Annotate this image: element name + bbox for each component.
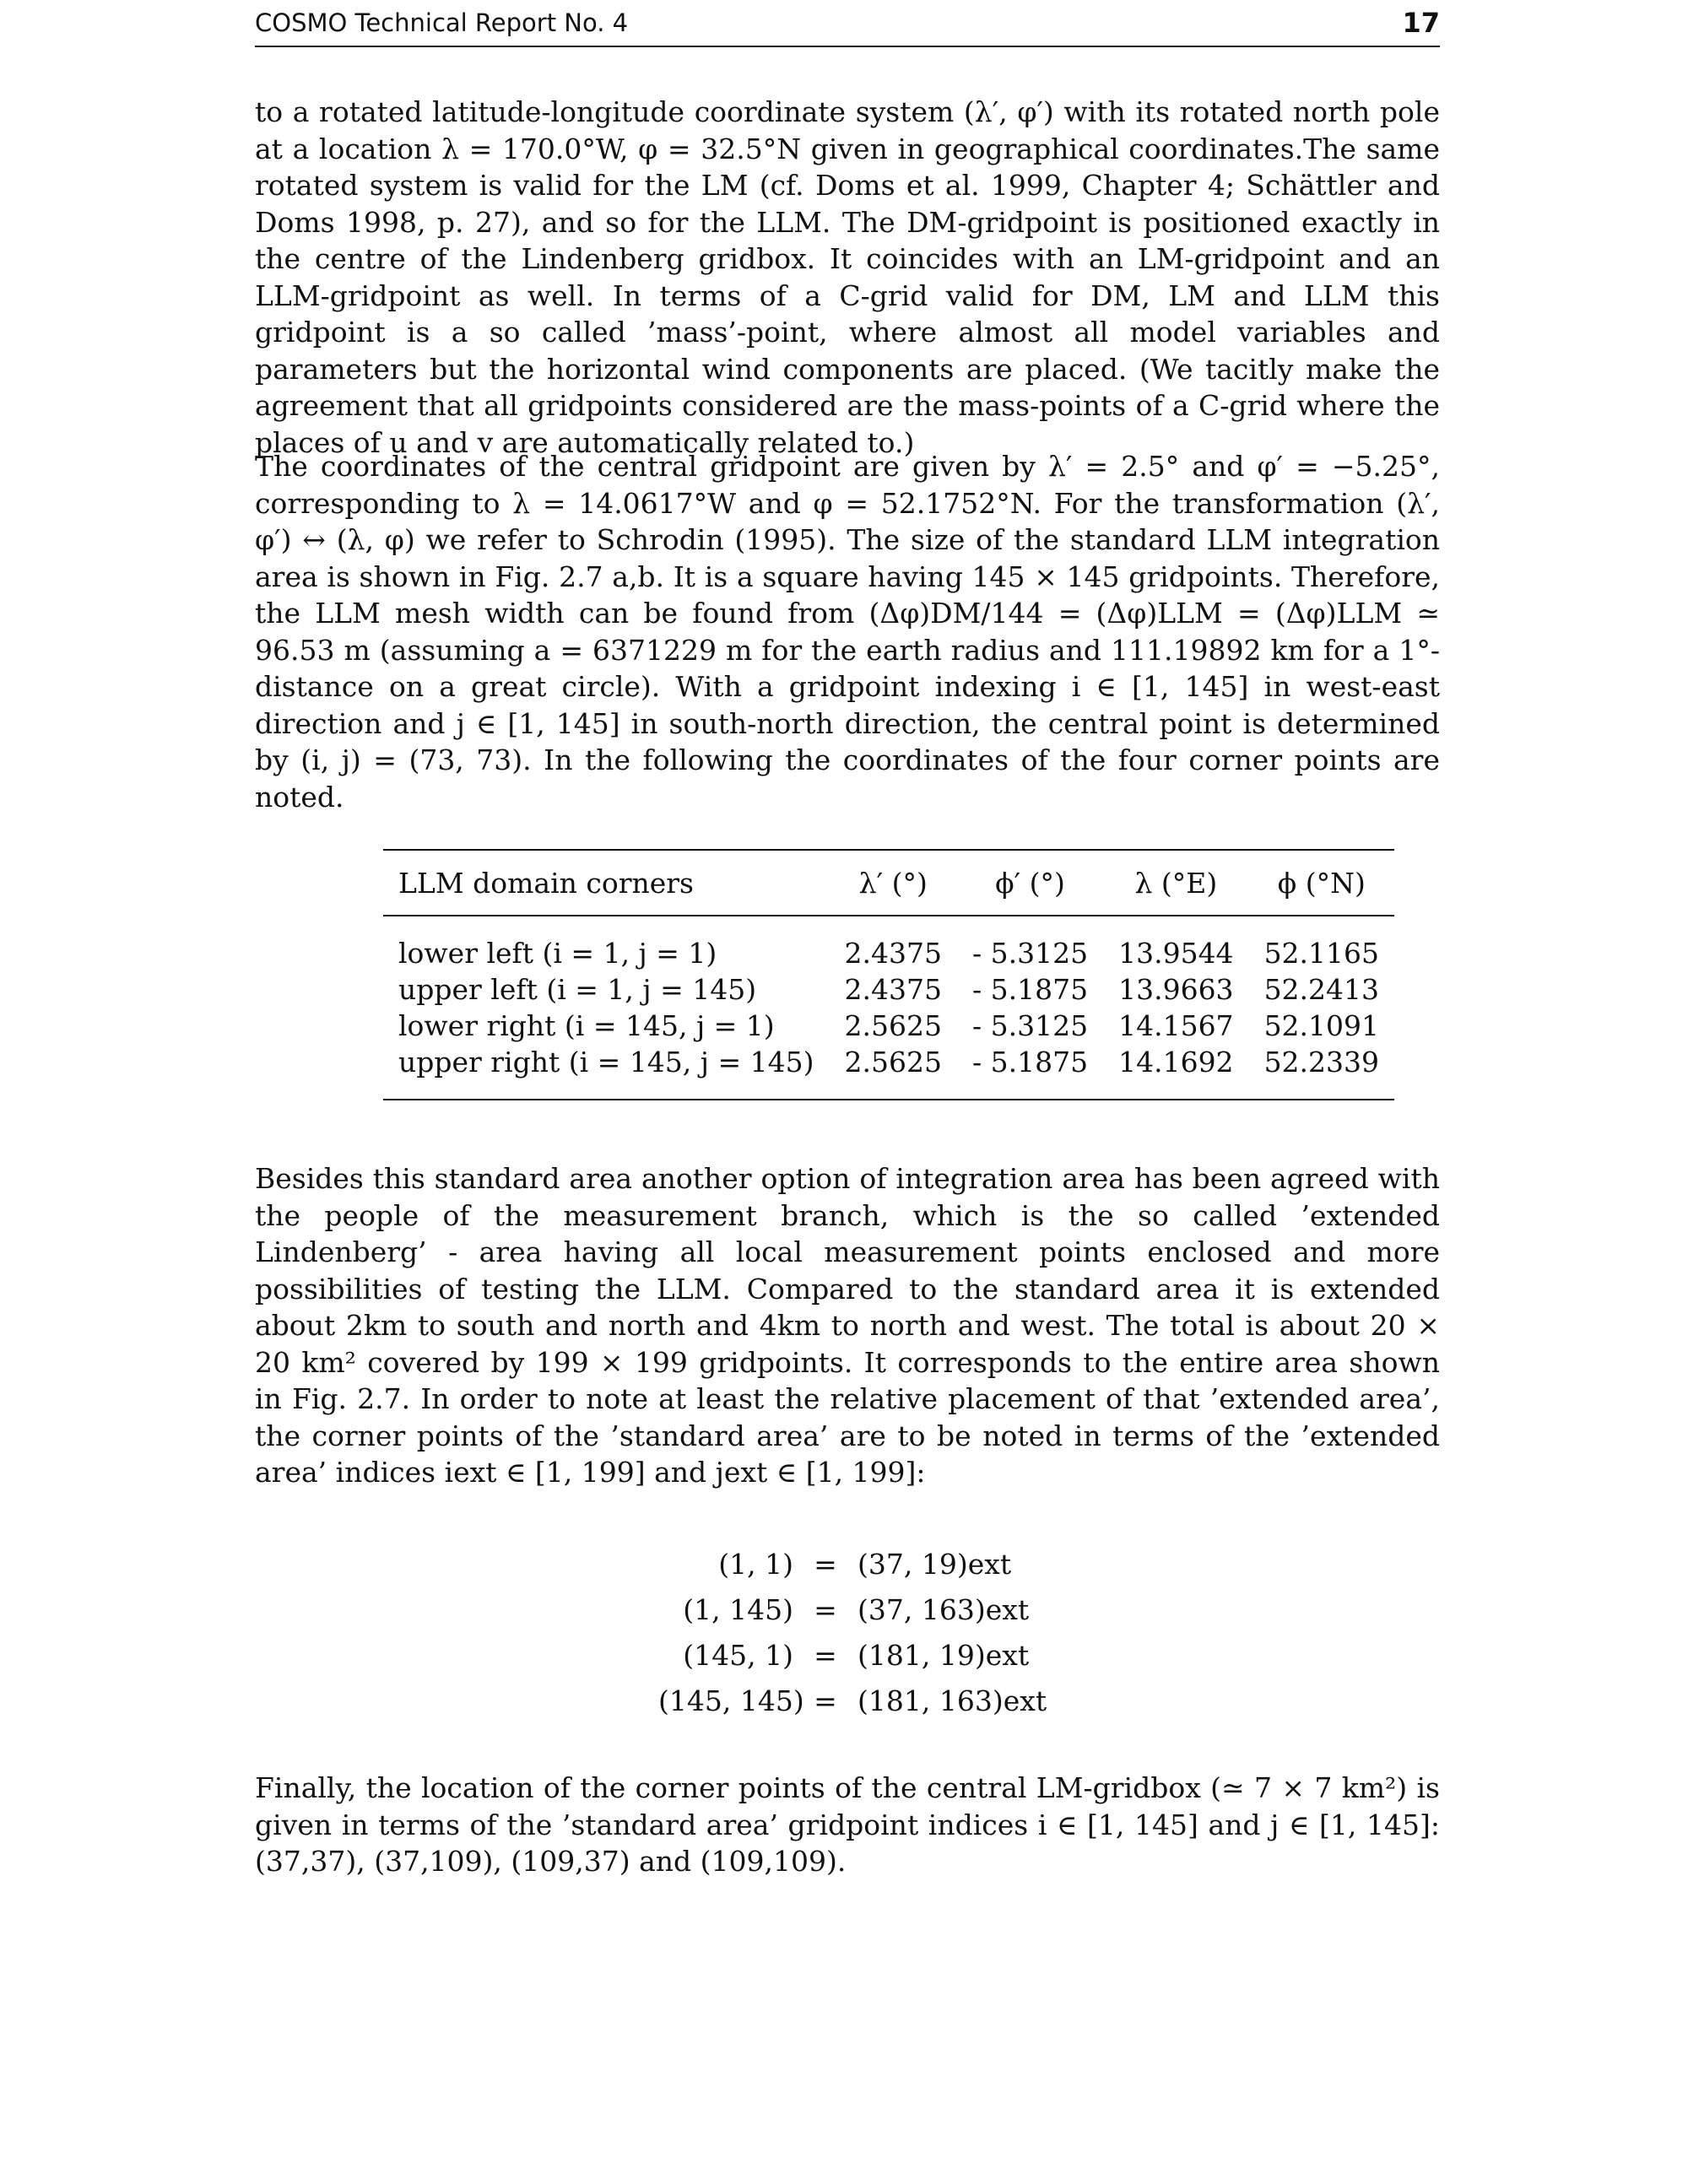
table-cell: 13.9544 <box>1118 937 1234 970</box>
table-cell: - 5.3125 <box>971 937 1089 970</box>
corners-table <box>383 849 1380 1100</box>
table-cell: upper left (i = 1, j = 145) <box>398 973 757 1006</box>
equation-row <box>658 1632 1111 1678</box>
table-cell: 52.2413 <box>1263 973 1380 1006</box>
table-cell: 52.2339 <box>1263 1046 1380 1078</box>
equation-lhs: (1, 1) <box>718 1547 793 1581</box>
index-mapping-equations <box>658 1541 1111 1723</box>
table-cell: 14.1567 <box>1118 1009 1234 1042</box>
table-cell: 2.5625 <box>844 1009 942 1042</box>
column-header: ϕ (°N) <box>1277 866 1366 900</box>
page-number: 17 <box>1402 7 1440 39</box>
paragraph-lm-gridbox: Finally, the location of the corner points of the central LM-gridbox (≃ 7 × 7 km²) is given in terms of the ’standard area’ gridpoint indices i ∈ [1, 145] and j ∈ [1, 145]: (37,37), (37,109), (109,37) and (109,109). <box>255 1771 1440 1878</box>
equation-rhs: (37, 19)ext <box>858 1547 1012 1581</box>
equals-sign: = <box>814 1638 837 1672</box>
paragraph-extended-area: Besides this standard area another option of integration area has been agreed with the people of the measurement branch, which is the so called ’extended Lindenberg’ - area having all local measurement points enclosed and more possibilities of testing the LLM. Compared to the standard area it is extended about 2km to south and north and 4km to north and west. The total is about 20 × 20 km² covered by 199 × 199 gridpoints. It corresponds to the entire area shown in Fig. 2.7. In order to note at least the relative placement of that ’extended area’, the corner points of the ’standard area’ are to be noted in terms of the ’extended area’ indices iext ∈ [1, 199] and jext ∈ [1, 199]: <box>255 1162 1440 1489</box>
table-cell: lower left (i = 1, j = 1) <box>398 937 717 970</box>
column-header: λ′ (°) <box>858 866 928 900</box>
report-title: COSMO Technical Report No. 4 <box>255 8 629 37</box>
equation-row <box>658 1541 1111 1587</box>
table-cell: 52.1091 <box>1263 1009 1380 1042</box>
column-header: λ (°E) <box>1134 866 1218 900</box>
equation-lhs: (145, 1) <box>683 1638 793 1672</box>
table-cell: 52.1165 <box>1263 937 1380 970</box>
equation-rhs: (181, 163)ext <box>858 1684 1047 1717</box>
table-cell: 2.4375 <box>844 937 942 970</box>
equation-rhs: (37, 163)ext <box>858 1592 1030 1626</box>
column-header: LLM domain corners <box>398 866 694 900</box>
equation-lhs: (1, 145) <box>683 1592 793 1626</box>
table-row <box>383 1044 1394 1100</box>
table-cell: 2.4375 <box>844 973 942 1006</box>
table-cell: lower right (i = 145, j = 1) <box>398 1009 775 1042</box>
equals-sign: = <box>814 1547 837 1581</box>
paragraph-rotated-coordinates: to a rotated latitude-longitude coordinate system (λ′, φ′) with its rotated north pole at a location λ = 170.0°W, φ = 32.5°N given in geographical coordinates.The same rotated system is valid for the LM (cf. Doms et al. 1999, Chapter 4; Schättler and Doms 1998, p. 27), and so for the LLM. The DM-gridpoint is positioned exactly in the centre of the Lindenberg gridbox. It coincides with an LM-gridpoint and an LLM-gridpoint as well. In terms of a C-grid valid for DM, LM and LLM this gridpoint is a so called ’mass’-point, where almost all model variables and parameters but the horizontal wind components are placed. (We tacitly make the agreement that all gridpoints considered are the mass-points of a C-grid where the places of u and v are automatically related to.) <box>255 95 1440 459</box>
table-cell: 13.9663 <box>1118 973 1234 1006</box>
equals-sign: = <box>814 1592 837 1626</box>
table-cell: - 5.1875 <box>971 973 1089 1006</box>
table-row <box>383 1008 1394 1044</box>
table-cell: 2.5625 <box>844 1046 942 1078</box>
table-cell: upper right (i = 145, j = 145) <box>398 1046 814 1078</box>
equals-sign: = <box>814 1684 837 1717</box>
equation-row <box>658 1678 1111 1723</box>
table-cell: 14.1692 <box>1118 1046 1234 1078</box>
table-cell: - 5.1875 <box>971 1046 1089 1078</box>
table-row <box>383 971 1394 1008</box>
paragraph-central-gridpoint: The coordinates of the central gridpoint are given by λ′ = 2.5° and φ′ = −5.25°, corresponding to λ = 14.0617°W and φ = 52.1752°N. For the transformation (λ′, φ′) ↔ (λ, φ) we refer to Schrodin (1995). The size of the standard LLM integration area is shown in Fig. 2.7 a,b. It is a square having 145 × 145 gridpoints. Therefore, the LLM mesh width can be found from (Δφ)DM/144 = (Δφ)LLM = (Δφ)LLM ≃ 96.53 m (assuming a = 6371229 m for the earth radius and 111.19892 km for a 1°-distance on a great circle). With a gridpoint indexing i ∈ [1, 145] in west-east direction and j ∈ [1, 145] in south-north direction, the central point is determined by (i, j) = (73, 73). In the following the coordinates of the four corner points are noted. <box>255 450 1440 814</box>
column-header: ϕ′ (°) <box>995 866 1065 900</box>
table-header-row <box>383 850 1394 916</box>
table-row <box>383 916 1394 971</box>
equation-lhs: (145, 145) <box>658 1684 804 1717</box>
page-header <box>255 5 1440 47</box>
equation-row <box>658 1587 1111 1632</box>
table-cell: - 5.3125 <box>971 1009 1089 1042</box>
equation-rhs: (181, 19)ext <box>858 1638 1030 1672</box>
